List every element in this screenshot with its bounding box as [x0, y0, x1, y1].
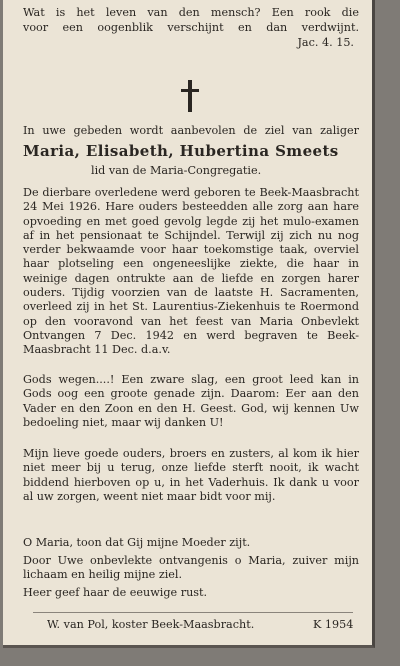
epigraph-line-2: voor een oogenblik verschijnt en dan verdwijnt. — [23, 21, 359, 34]
biography-paragraph: De dierbare overledene werd geboren te Beek-Maasbracht 24 Mei 1926. Hare ouders besteedden alle zorg aan hare opvoeding en met goed gevolg legde zij het mulo-examen af in het pensionaat te Schijndel. Terwijl zij zich nu nog verder bekwaamde voor haar toekomstige taak, overviel haar plotseling een ongeneeslijke ziekte, die haar in weinige dagen ontrukte aan de liefde en zorgen harer ouders. Tijdig voorzien van de laatste H. Sacramenten, overleed zij in het St. Laurentius-Ziekenhuis te Roermond op den vooravond van het feest van Maria Onbevlekt Ontvangen 7 Dec. 1942 en werd begraven te Beek-Maasbracht 11 Dec. d.a.v. — [23, 186, 359, 357]
memorial-card — [3, 0, 375, 648]
latin-cross-icon — [181, 80, 199, 112]
printer-line: W. van Pol, koster Beek-Maasbracht. — [47, 618, 255, 631]
recommendation-line: In uwe gebeden wordt aanbevolen de ziel van zaliger — [23, 124, 359, 137]
prayer-gods-wegen: Gods wegen....! Een zware slag, een groot leed kan in Gods oog een groote genade zijn. Daarom: Eer aan den Vader en den Zoon en den H. Geest. God, wij kennen Uw bedoeling niet, maar wij danken U! — [23, 373, 359, 429]
epigraph-reference: Jac. 4. 15. — [297, 36, 354, 49]
epigraph-line-1: Wat is het leven van den mensch? Een rook die — [23, 6, 359, 19]
membership-line: lid van de Maria-Congregatie. — [91, 164, 262, 177]
print-code: K 1954 — [313, 618, 354, 631]
farewell-paragraph: Mijn lieve goede ouders, broers en zusters, al kom ik hier niet meer bij u terug, onze liefde sterft nooit, ik wacht biddend hierboven op u, in het Vaderhuis. Ik dank u voor al uw zorgen, weent niet maar bidt voor mij. — [23, 447, 359, 503]
prayer-onbevlekte: Door Uwe onbevlekte ontvangenis o Maria, zuiver mijn lichaam en heilig mijne ziel. — [23, 554, 359, 582]
prayer-maria: O Maria, toon dat Gij mijne Moeder zijt. — [23, 536, 251, 549]
deceased-name: Maria, Elisabeth, Hubertina Smeets — [23, 142, 339, 160]
prayer-eeuwige-rust: Heer geef haar de eeuwige rust. — [23, 586, 208, 599]
divider-line — [33, 612, 353, 613]
